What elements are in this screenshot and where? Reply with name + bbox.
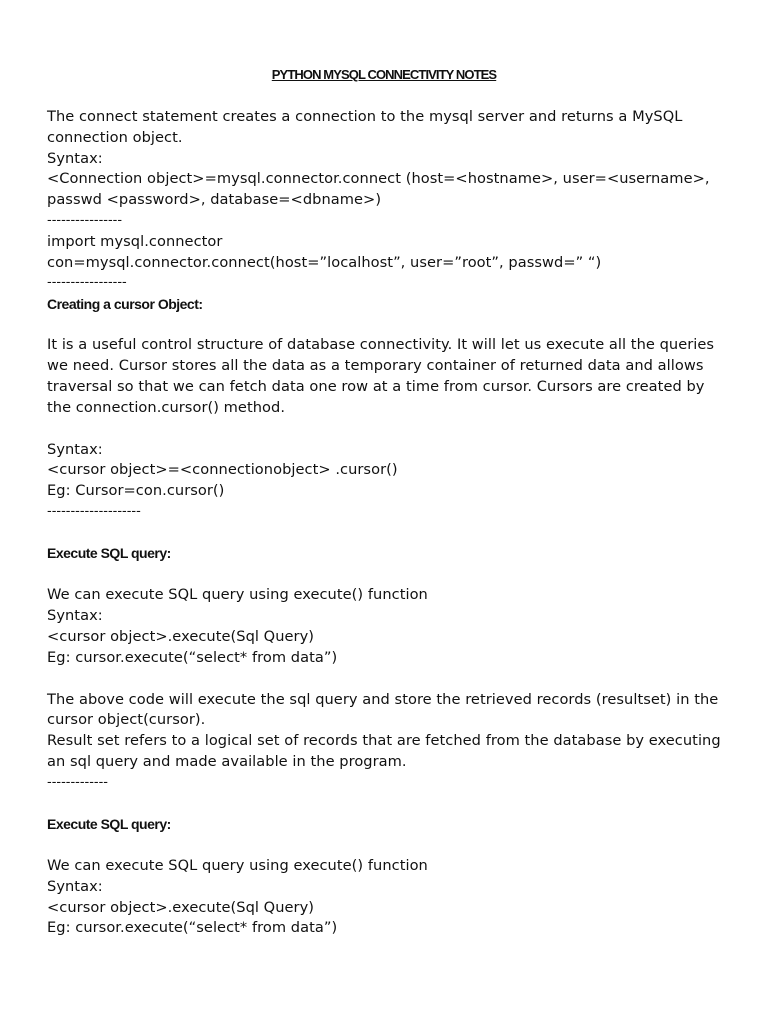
code-line: import mysql.connector xyxy=(47,233,223,250)
syntax-line: <cursor object>.execute(Sql Query) xyxy=(47,899,315,916)
divider: ---------------- xyxy=(47,213,123,228)
syntax-line: <Connection object>=mysql.connector.connect (host=<hostname>, user=<username>, xyxy=(47,170,710,187)
syntax-label: Syntax: xyxy=(47,878,103,895)
divider: ------------- xyxy=(47,775,108,790)
paragraph-line: we need. Cursor stores all the data as a temporary container of returned data and allows xyxy=(47,357,704,374)
paragraph-line: cursor object(cursor). xyxy=(47,711,206,728)
syntax-line: passwd <password>, database=<dbname>) xyxy=(47,191,382,208)
paragraph-line: We can execute SQL query using execute() function xyxy=(47,857,428,874)
syntax-label: Syntax: xyxy=(47,607,103,624)
syntax-label: Syntax: xyxy=(47,150,103,167)
example-line: Eg: cursor.execute(“select* from data”) xyxy=(47,919,338,936)
paragraph-line: an sql query and made available in the program. xyxy=(47,753,407,770)
paragraph-line: Result set refers to a logical set of records that are fetched from the database by executing xyxy=(47,732,721,749)
paragraph-line: We can execute SQL query using execute() function xyxy=(47,586,428,603)
section-heading-execute: Execute SQL query: xyxy=(47,545,171,561)
example-line: Eg: cursor.execute(“select* from data”) xyxy=(47,649,338,666)
section-heading-execute: Execute SQL query: xyxy=(47,816,171,832)
syntax-label: Syntax: xyxy=(47,441,103,458)
divider: -------------------- xyxy=(47,504,141,519)
page-title: PYTHON MYSQL CONNECTIVITY NOTES xyxy=(271,67,497,82)
intro-line: The connect statement creates a connection to the mysql server and returns a MySQL xyxy=(47,108,683,125)
code-line: con=mysql.connector.connect(host=”localhost”, user=”root”, passwd=” “) xyxy=(47,254,602,271)
divider: ----------------- xyxy=(47,275,127,290)
example-line: Eg: Cursor=con.cursor() xyxy=(47,482,225,499)
syntax-line: <cursor object>.execute(Sql Query) xyxy=(47,628,315,645)
paragraph-line: The above code will execute the sql query and store the retrieved records (resultset) in the xyxy=(47,691,719,708)
paragraph-line: the connection.cursor() method. xyxy=(47,399,286,416)
paragraph-line: traversal so that we can fetch data one row at a time from cursor. Cursors are created by xyxy=(47,378,705,395)
section-heading-cursor: Creating a cursor Object: xyxy=(47,296,203,312)
paragraph-line: It is a useful control structure of database connectivity. It will let us execute all the queries xyxy=(47,336,715,353)
intro-line: connection object. xyxy=(47,129,183,146)
syntax-line: <cursor object>=<connectionobject> .cursor() xyxy=(47,461,398,478)
